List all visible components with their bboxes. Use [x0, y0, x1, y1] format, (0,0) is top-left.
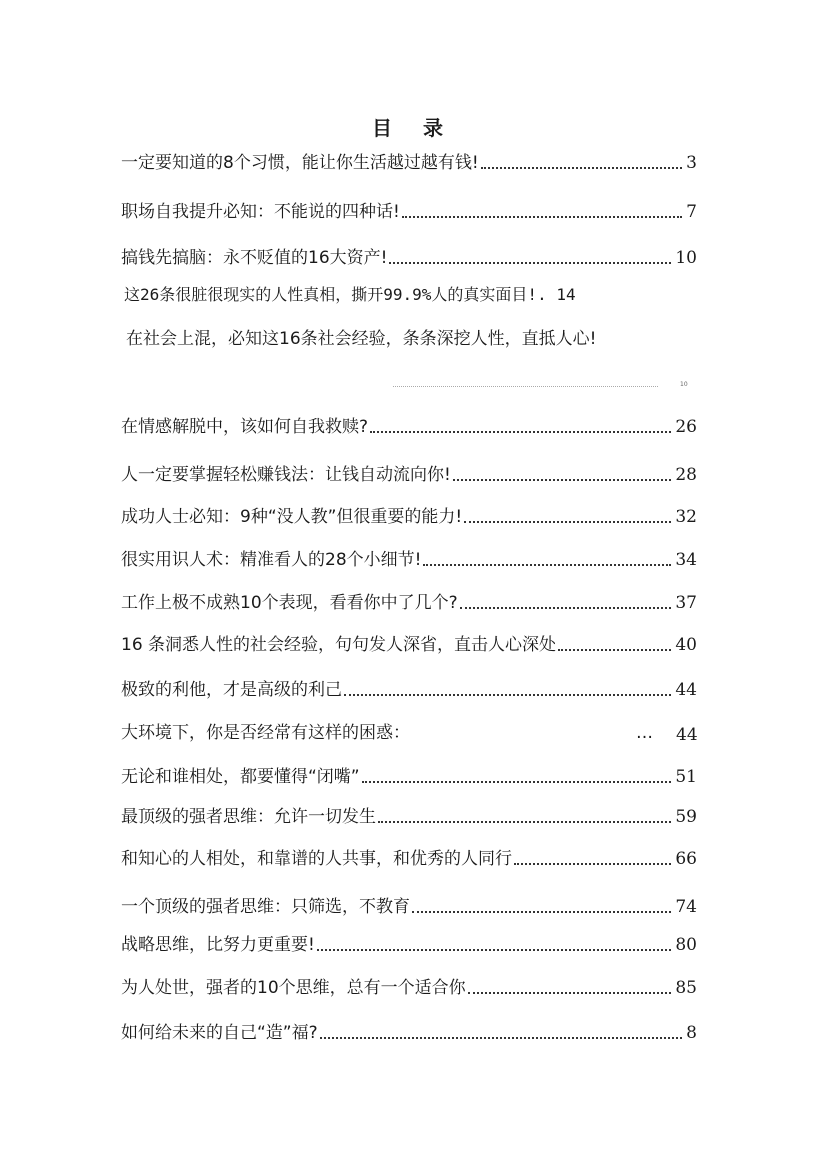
toc-entry-page: 40 [675, 635, 697, 655]
toc-entry-page: 28 [675, 465, 697, 485]
leader-dots [423, 564, 671, 566]
toc-entry-title: 职场自我提升必知：不能说的四种话! [121, 202, 400, 222]
toc-entry[interactable] [121, 802, 697, 828]
toc-entry[interactable] [121, 675, 697, 701]
toc-entry-title: 大环境下，你是否经常有这样的困惑： [121, 723, 410, 743]
toc-entry-title: 成功人士必知：9种“没人教”但很重要的能力! [121, 507, 463, 527]
toc-entry-title: 极致的利他，才是高级的利己 [121, 680, 342, 700]
toc-entry[interactable] [126, 328, 596, 350]
toc-entry[interactable] [121, 460, 697, 486]
toc-entry-title: 这26条很脏很现实的人性真相，撕开99.9%人的真实面目! [124, 285, 538, 304]
toc-entry[interactable] [121, 722, 410, 744]
toc-entry-page: . 14 [537, 285, 576, 304]
leader-dots [317, 949, 672, 951]
toc-entry-title: 16 条洞悉人性的社会经验，句句发人深省，直击人心深处 [121, 635, 557, 655]
leader-dots [378, 821, 671, 823]
toc-entry-title: 为人处世，强者的10个思维，总有一个适合你 [121, 978, 466, 998]
toc-entry-page: 7 [686, 202, 697, 222]
toc-entry-title: 如何给未来的自己“造”福? [121, 1023, 318, 1043]
toc-entry-title: 工作上极不成熟10个表现，看看你中了几个? [121, 593, 458, 613]
leader-dots [558, 649, 671, 651]
leader-dots [468, 992, 672, 994]
toc-entry-page: 3 [686, 153, 697, 173]
toc-entry-title: 一个顶级的强者思维：只筛选，不教育 [121, 897, 410, 917]
leader-dots [481, 167, 683, 169]
toc-entry-page: 85 [675, 978, 697, 998]
toc-entry[interactable] [121, 973, 697, 999]
toc-entry-page: 51 [675, 767, 697, 787]
leader-dots: … [636, 723, 653, 743]
leader-dots [370, 431, 671, 433]
toc-entry[interactable] [121, 502, 697, 528]
toc-entry[interactable] [121, 545, 697, 571]
toc-entry-page: 34 [675, 550, 697, 570]
toc-entry[interactable] [121, 930, 697, 956]
toc-entry[interactable] [124, 284, 576, 306]
toc-entry[interactable] [121, 630, 697, 656]
leader-dots [344, 694, 671, 696]
toc-entry[interactable] [121, 1018, 697, 1044]
leader-dots [460, 607, 672, 609]
leader-dots [514, 863, 671, 865]
toc-entry-page: 37 [675, 593, 697, 613]
toc-entry-page: 10 [675, 248, 697, 268]
toc-entry-page: 74 [675, 897, 697, 917]
toc-entry[interactable] [121, 197, 697, 223]
leader-dots [453, 479, 672, 481]
toc-entry-page: 32 [675, 507, 697, 527]
leader-dots [362, 781, 672, 783]
toc-entry-title: 一定要知道的8个习惯，能让你生活越过越有钱! [121, 153, 479, 173]
toc-entry-title: 无论和谁相处，都要懂得“闭嘴” [121, 767, 360, 787]
leader-dots [389, 262, 671, 264]
toc-entry-page: 59 [675, 807, 697, 827]
toc-entry[interactable] [121, 243, 697, 269]
toc-entry-title: 在社会上混，必知这16条社会经验，条条深挖人性，直抵人心! [126, 329, 597, 349]
toc-entry[interactable] [121, 148, 697, 174]
toc-entry-title: 最顶级的强者思维：允许一切发生 [121, 807, 376, 827]
toc-entry-page: 66 [675, 849, 697, 869]
toc-entry-title: 和知心的人相处，和靠谱的人共事，和优秀的人同行 [121, 849, 512, 869]
leader-dots [464, 521, 671, 523]
toc-title: 目 录 [372, 116, 455, 140]
leader-dots [412, 911, 671, 913]
toc-entry-page: 8 [686, 1023, 697, 1043]
leader-dots [320, 1037, 683, 1039]
toc-entry-title: 很实用识人术：精准看人的28个小细节! [121, 550, 422, 570]
toc-entry-page: 26 [675, 417, 697, 437]
toc-entry-title: 搞钱先搞脑：永不贬值的16大资产! [121, 248, 388, 268]
toc-entry-title: 人一定要掌握轻松赚钱法：让钱自动流向你! [121, 465, 451, 485]
leader-dots [402, 216, 682, 218]
toc-entry-title: 在情感解脱中，该如何自我救赎? [121, 417, 369, 437]
leader-dots [393, 386, 658, 387]
toc-entry[interactable] [121, 892, 697, 918]
toc-entry[interactable] [121, 412, 697, 438]
toc-entry[interactable] [121, 588, 697, 614]
toc-entry-page: 44 [676, 725, 698, 745]
toc-entry-page: 80 [675, 935, 697, 955]
toc-entry-page: 10 [680, 381, 688, 388]
toc-entry[interactable] [121, 762, 697, 788]
toc-entry[interactable] [121, 844, 697, 870]
toc-entry-title: 战略思维，比努力更重要! [121, 935, 315, 955]
toc-entry-page: 44 [675, 680, 697, 700]
